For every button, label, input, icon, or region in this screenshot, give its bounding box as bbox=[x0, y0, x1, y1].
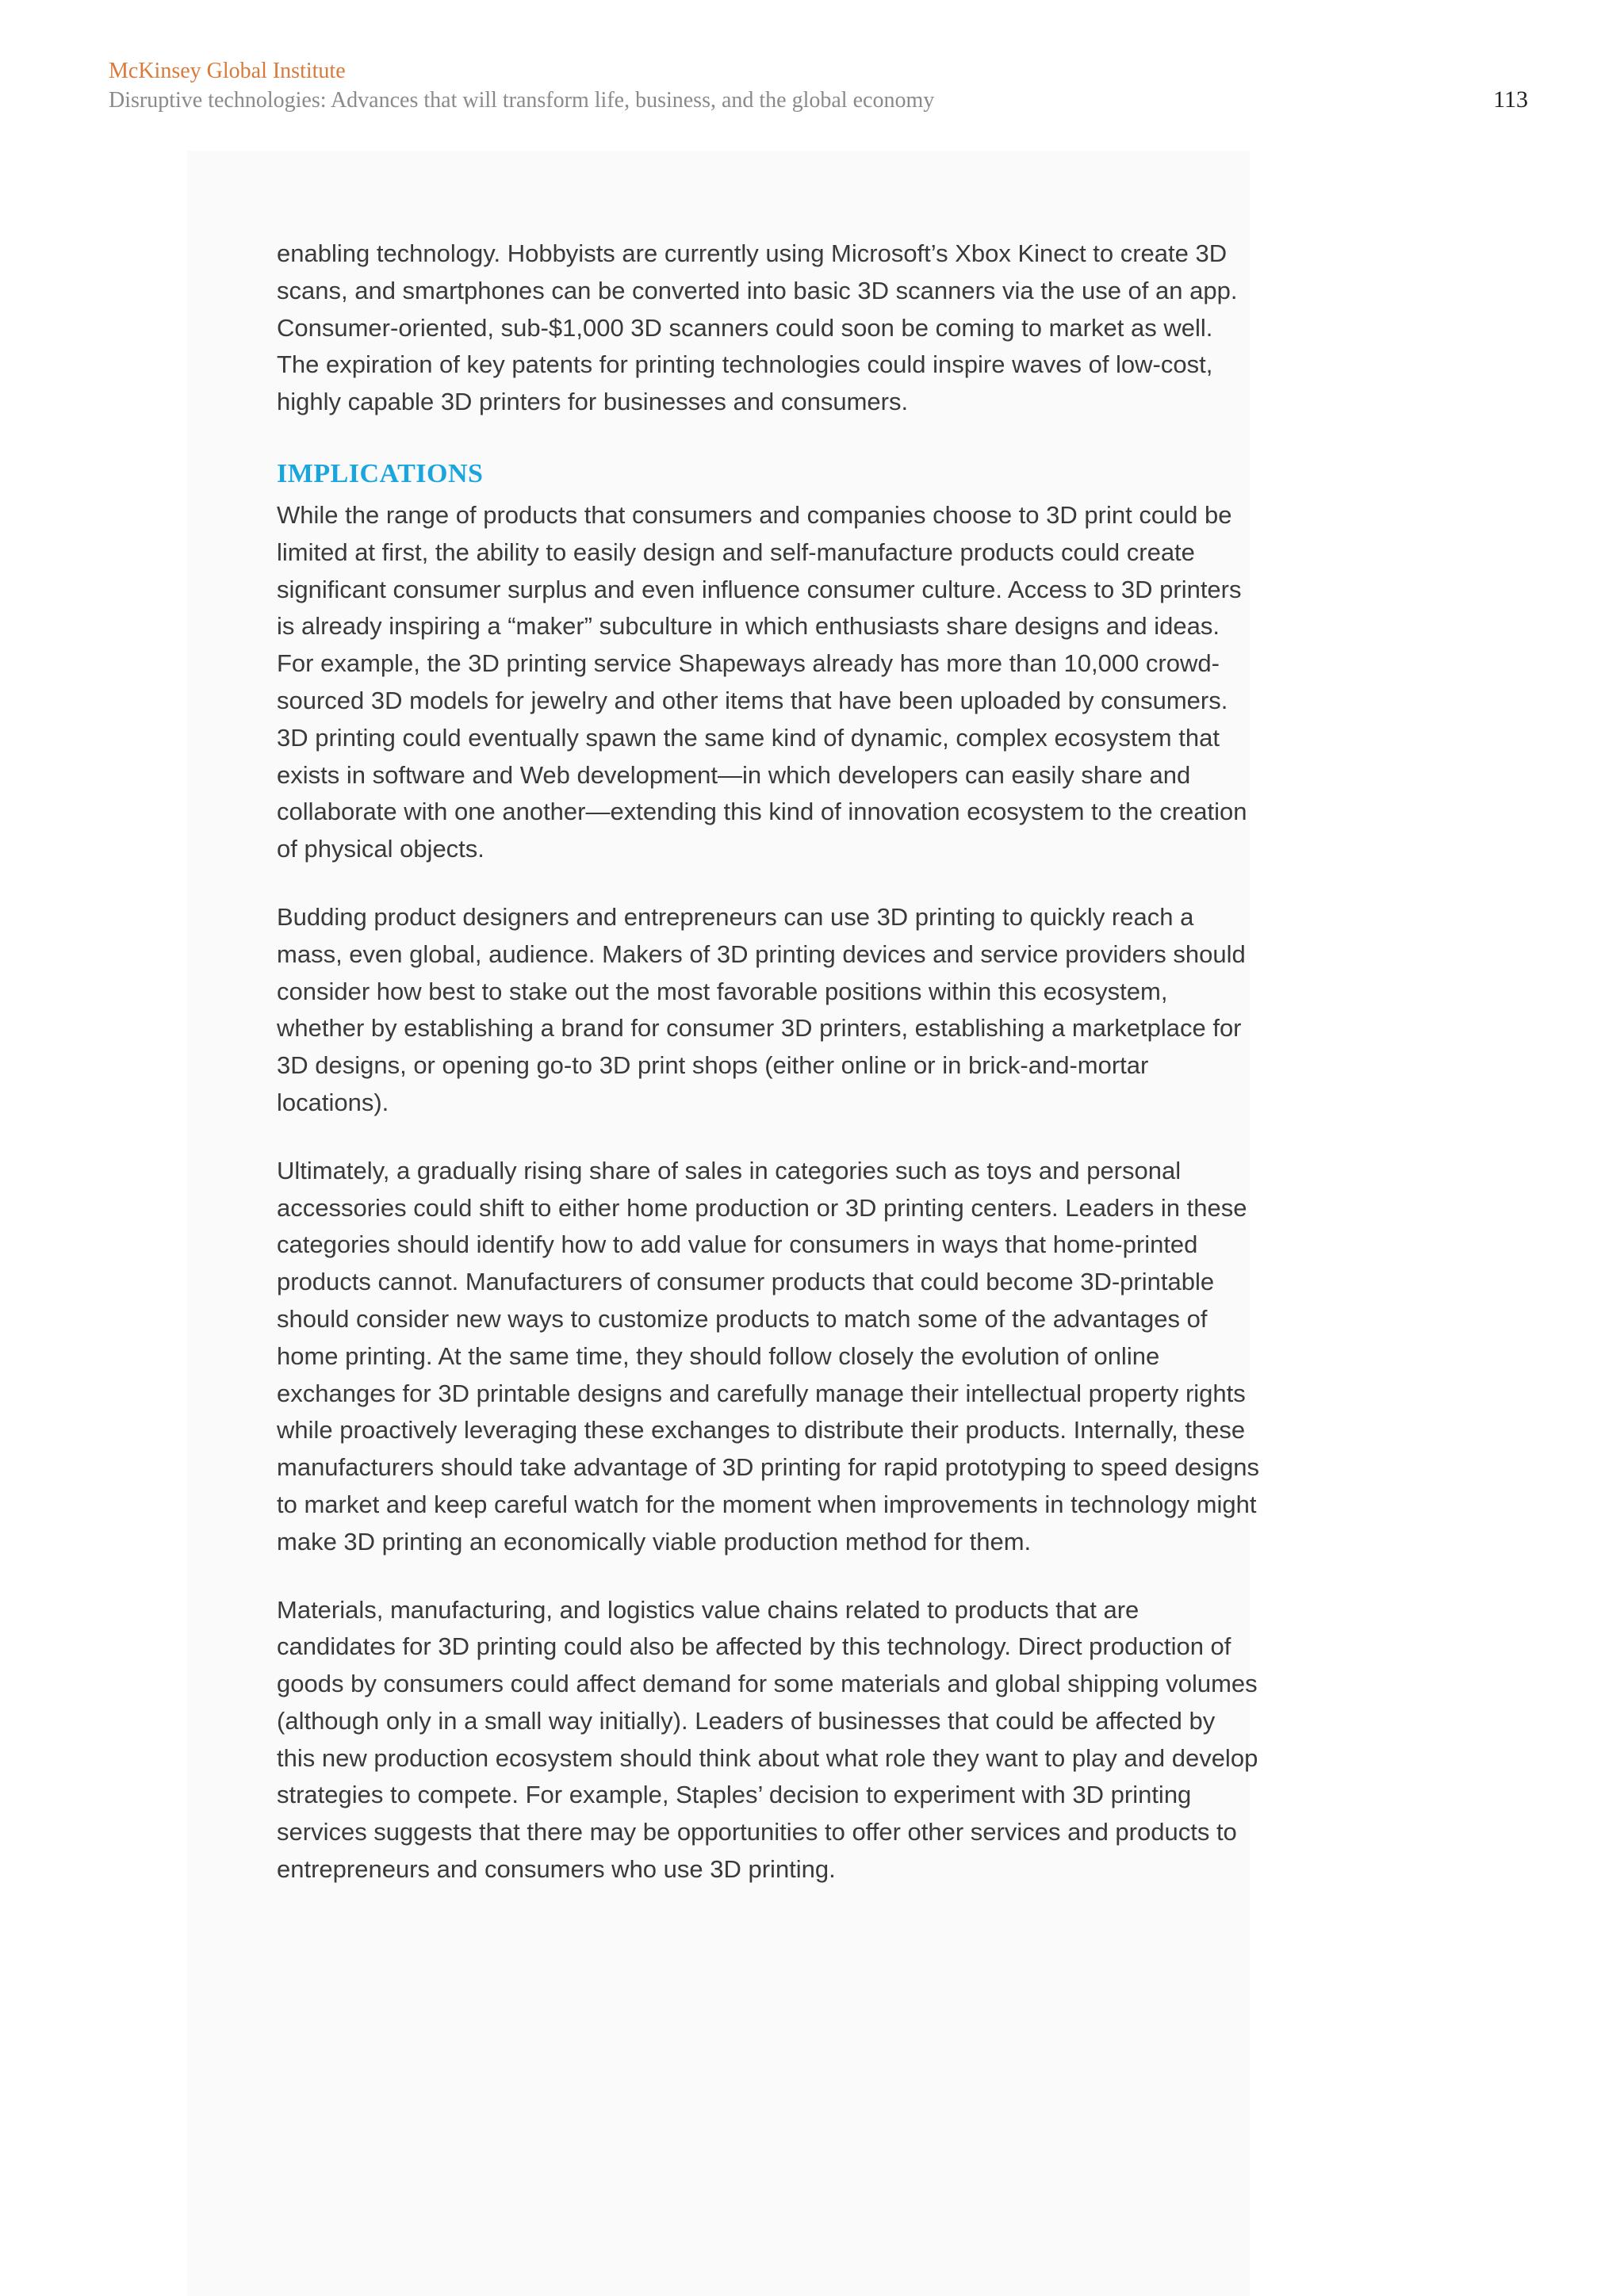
publisher-name: McKinsey Global Institute bbox=[109, 59, 346, 83]
body-text bbox=[277, 235, 1260, 1888]
section-heading: IMPLICATIONS bbox=[277, 458, 484, 488]
paragraph-maker-culture: While the range of products that consumers and companies choose to 3D print could be limited at first, the ability to easily design and self-manufacture products could create significant consumer surplus and even influence consumer culture. Access to 3D printers is already inspiring a “maker” subculture in which enthusiasts share designs and ideas. For example, the 3D printing service Shapeways already has more than 10,000 crowd-sourced 3D models for jewelry and other items that have been uploaded by consumers. 3D printing could eventually spawn the same kind of dynamic, complex ecosystem that exists in software and Web development—in which developers can easily share and collaborate with one another—extending this kind of innovation ecosystem to the creation of physical objects. bbox=[277, 500, 1247, 863]
paragraph-product-designers: Budding product designers and entrepreneurs can use 3D printing to quickly reach a mass, even global, audience. Makers of 3D printing devices and service providers should consider how best to stake out the most favorable positions within this ecosystem, whether by establishing a brand for consumer 3D printers, establishing a marketplace for 3D designs, or opening go-to 3D print shops (either online or in brick-and-mortar locations). bbox=[277, 902, 1246, 1116]
header-subtitle-row bbox=[109, 86, 1528, 115]
page-header bbox=[109, 57, 1528, 115]
intro-paragraph: enabling technology. Hobbyists are currently using Microsoft’s Xbox Kinect to create 3D scans, and smartphones can be converted into basic 3D scanners via the use of an app. Consumer-oriented, sub-$1,000 3D scanners could soon be coming to market as well. The expiration of key patents for printing technologies could inspire waves of low-cost, highly capable 3D printers for businesses and consumers. bbox=[277, 239, 1238, 416]
report-title: Disruptive technologies: Advances that will transform life, business, and the global economy bbox=[109, 88, 935, 113]
paragraph-value-chains: Materials, manufacturing, and logistics value chains related to products that are candidates for 3D printing could also be affected by this technology. Direct production of goods by consumers could affect demand for some materials and global shipping volumes (although only in a small way initially). Leaders of businesses that could be affected by this new production ecosystem should think about what role they want to play and develop strategies to compete. For example, Staples’ decision to experiment with 3D printing services suggests that there may be opportunities to offer other services and products to entrepreneurs and consumers who use 3D printing. bbox=[277, 1595, 1258, 1884]
paragraph-sales-shift: Ultimately, a gradually rising share of sales in categories such as toys and personal accessories could shift to either home production or 3D printing centers. Leaders in these categories should identify how to add value for consumers in ways that home-printed products cannot. Manufacturers of consumer products that could become 3D-printable should consider new ways to customize products to match some of the advantages of home printing. At the same time, they should follow closely the evolution of online exchanges for 3D printable designs and carefully manage their intellectual property rights while proactively leveraging these exchanges to distribute their products. Internally, these manufacturers should take advantage of 3D printing for rapid prototyping to speed designs to market and keep careful watch for the moment when improvements in technology might make 3D printing an economically viable production method for them. bbox=[277, 1156, 1260, 1556]
page-number: 113 bbox=[1493, 86, 1528, 113]
